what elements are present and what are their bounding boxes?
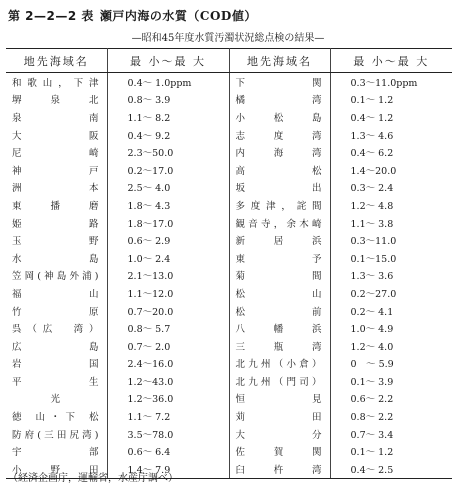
- range-right-cell: 0.3～11.0ppm: [350, 77, 418, 89]
- range-left-cell: 1.1～ 7.2: [107, 407, 229, 425]
- table-row: [6, 196, 452, 214]
- area-left-cell: 福 山: [6, 284, 107, 302]
- range-right-cell: 1.3～ 4.6: [350, 130, 394, 142]
- area-left-cell: 呉（広 湾）: [6, 319, 107, 337]
- range-right-cell: 1.3～ 3.6: [350, 271, 394, 283]
- area-left-cell: 東 播 磨: [6, 196, 107, 214]
- area-right-cell: 恒 見: [229, 390, 330, 408]
- area-right-cell: 高 松: [229, 161, 330, 179]
- area-right-cell: 内 海 湾: [229, 143, 330, 161]
- table-row: [6, 108, 452, 126]
- range-left-cell: 0.4～ 1.0ppm: [107, 73, 229, 91]
- area-left-cell: 光: [6, 390, 107, 408]
- table-row: [6, 179, 452, 197]
- area-left-cell: 徳 山・下 松: [6, 407, 107, 425]
- range-left-cell: 1.8～ 4.3: [107, 196, 229, 214]
- range-right-cell: 0 ～ 5.9: [350, 359, 394, 371]
- range-left-cell: 3.5～78.0: [107, 425, 229, 443]
- table-row: [6, 337, 452, 355]
- area-left-cell: 堺 泉 北: [6, 91, 107, 109]
- area-left-cell: 岩 国: [6, 355, 107, 373]
- range-left-cell: 0.2～17.0: [107, 161, 229, 179]
- table-row: [6, 249, 452, 267]
- area-left-cell: 神 戸: [6, 161, 107, 179]
- header-row: [6, 49, 452, 73]
- table-title: [8, 7, 257, 24]
- range-right-cell: 0.3～11.0: [350, 236, 397, 248]
- area-right-cell: 観音寺，余木崎: [229, 214, 330, 232]
- area-right-cell: 三 瓶 湾: [229, 337, 330, 355]
- area-left-cell: 玉 野: [6, 231, 107, 249]
- range-left-cell: 1.8～17.0: [107, 214, 229, 232]
- area-left-cell: 防府(三田尻湾): [6, 425, 107, 443]
- range-right-cell: 0.6～ 2.2: [350, 394, 394, 406]
- table-subtitle: —昭和45年度水質汚濁状況総点検の結果—: [131, 33, 325, 44]
- range-left-cell: 0.4～ 9.2: [107, 126, 229, 144]
- table-row: [6, 73, 452, 91]
- area-right-cell: 坂 出: [229, 179, 330, 197]
- range-left-cell: 1.1～12.0: [107, 284, 229, 302]
- range-right-cell: 1.1～ 3.8: [350, 218, 394, 230]
- range-right-cell: 0.3～ 2.4: [350, 183, 394, 195]
- range-right-cell: 0.7～ 3.4: [350, 429, 394, 441]
- range-left-cell: 1.1～ 8.2: [107, 108, 229, 126]
- table-row: [6, 355, 452, 373]
- area-left-cell: 姫 路: [6, 214, 107, 232]
- table-row: [6, 390, 452, 408]
- area-left-cell: 和歌山，下津: [6, 73, 107, 91]
- range-left-cell: 1.0～ 2.4: [107, 249, 229, 267]
- area-right-cell: 松 山: [229, 284, 330, 302]
- table-row: [6, 267, 452, 285]
- header-range-right: 最 小～最 大: [330, 49, 452, 73]
- range-left-cell: 0.7～20.0: [107, 302, 229, 320]
- area-right-cell: 志 度 湾: [229, 126, 330, 144]
- table-row: [6, 302, 452, 320]
- table-row: [6, 161, 452, 179]
- header-range-left: 最 小～最 大: [107, 49, 229, 73]
- source-note: （経済企画庁，運輸省，水産庁調べ）: [8, 473, 178, 484]
- table-row: [6, 214, 452, 232]
- header-area-right: 地先海域名: [229, 49, 330, 73]
- range-left-cell: 2.5～ 4.0: [107, 179, 229, 197]
- area-right-cell: 松 前: [229, 302, 330, 320]
- area-left-cell: 大 阪: [6, 126, 107, 144]
- area-left-cell: 竹 原: [6, 302, 107, 320]
- range-left-cell: 0.6～ 2.9: [107, 231, 229, 249]
- area-right-cell: 新 居 浜: [229, 231, 330, 249]
- table-row: [6, 143, 452, 161]
- area-right-cell: 大 分: [229, 425, 330, 443]
- range-right-cell: 0.4～ 1.2: [350, 112, 394, 124]
- range-right-cell: 1.2～ 4.0: [350, 341, 394, 353]
- range-right-cell: 1.4～20.0: [350, 165, 397, 177]
- table-row: [6, 372, 452, 390]
- area-left-cell: 水 島: [6, 249, 107, 267]
- area-left-cell: 洲 本: [6, 179, 107, 197]
- range-right-cell: 1.0～ 4.9: [350, 324, 394, 336]
- area-right-cell: 北九州（門司）: [229, 372, 330, 390]
- table-row: [6, 425, 452, 443]
- range-right-cell: 0.2～27.0: [350, 288, 397, 300]
- table-title-text: 瀬戸内海の水質（COD値）: [99, 9, 257, 23]
- table-row: [6, 231, 452, 249]
- area-left-cell: 広 島: [6, 337, 107, 355]
- range-left-cell: 2.4～16.0: [107, 355, 229, 373]
- table-number: 第 2—2—2 表: [8, 9, 94, 23]
- range-right-cell: 1.2～ 4.8: [350, 200, 394, 212]
- range-left-cell: 0.7～ 2.0: [107, 337, 229, 355]
- area-left-cell: 尼 崎: [6, 143, 107, 161]
- range-left-cell: 0.8～ 3.9: [107, 91, 229, 109]
- range-right-cell: 0.1～15.0: [350, 253, 397, 265]
- area-left-cell: 平 生: [6, 372, 107, 390]
- header-area-left: 地先海域名: [6, 49, 107, 73]
- range-right-cell: 0.1～ 1.2: [350, 447, 394, 459]
- range-left-cell: 2.3～50.0: [107, 143, 229, 161]
- area-left-cell: 笠岡(神島外浦): [6, 267, 107, 285]
- range-left-cell: 1.2～43.0: [107, 372, 229, 390]
- range-left-cell: 1.2～36.0: [107, 390, 229, 408]
- range-right-cell: 0.2～ 4.1: [350, 306, 394, 318]
- range-left-cell: 1.4～ 7.9: [107, 460, 229, 478]
- area-right-cell: 苅 田: [229, 407, 330, 425]
- area-right-cell: 佐 賀 関: [229, 442, 330, 460]
- area-right-cell: 北九州（小倉）: [229, 355, 330, 373]
- area-right-cell: 菊 間: [229, 267, 330, 285]
- area-right-cell: 小 松 島: [229, 108, 330, 126]
- area-right-cell: 臼 杵 湾: [229, 460, 330, 478]
- range-right-cell: 0.1～ 3.9: [350, 376, 394, 388]
- table-row: [6, 91, 452, 109]
- area-right-cell: 橘 湾: [229, 91, 330, 109]
- table-row: [6, 126, 452, 144]
- area-left-cell: 宇 部: [6, 442, 107, 460]
- table-row: [6, 442, 452, 460]
- cod-table: [6, 48, 452, 479]
- area-left-cell: 泉 南: [6, 108, 107, 126]
- area-right-cell: 多度津，詫間: [229, 196, 330, 214]
- area-left-cell: 小 野 田: [6, 460, 107, 478]
- range-right-cell: 0.1～ 1.2: [350, 95, 394, 107]
- table-row: [6, 284, 452, 302]
- range-left-cell: 0.6～ 6.4: [107, 442, 229, 460]
- range-left-cell: 0.8～ 5.7: [107, 319, 229, 337]
- table-row: [6, 319, 452, 337]
- area-right-cell: 八 幡 浜: [229, 319, 330, 337]
- area-right-cell: 東 予: [229, 249, 330, 267]
- range-right-cell: 0.4～ 2.5: [330, 460, 452, 478]
- range-right-cell: 0.4～ 6.2: [350, 148, 394, 160]
- area-right-cell: 下 関: [229, 73, 330, 91]
- table-row: [6, 407, 452, 425]
- range-right-cell: 0.8～ 2.2: [350, 412, 394, 424]
- range-left-cell: 2.1～13.0: [107, 267, 229, 285]
